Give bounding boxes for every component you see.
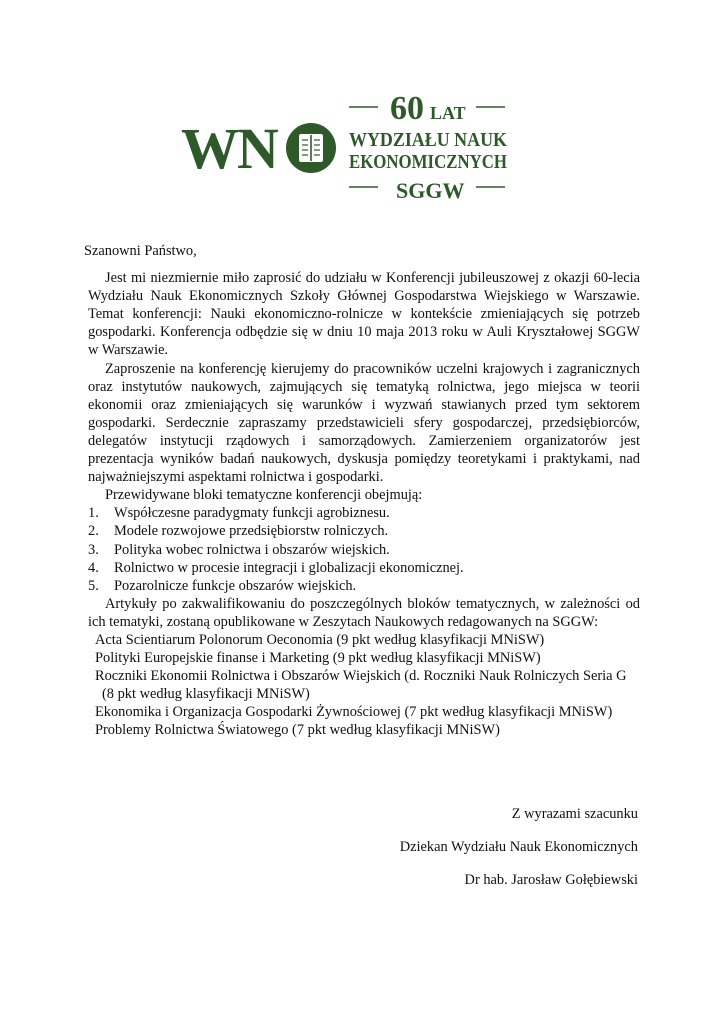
journal-item: Ekonomika i Organizacja Gospodarki Żywnościowej (7 pkt według klasyfikacji MNiSW) — [95, 704, 613, 721]
thematic-blocks-list — [88, 504, 640, 594]
paragraph-blocks-intro: Przewidywane bloki tematyczne konferencji obejmują: — [105, 487, 423, 504]
paragraph-audience: Zaproszenie na konferencję kierujemy do pracowników uczelni krajowych i zagranicznych oraz instytutów naukowych, zajmujących się tematyką rolnictwa, jego miejsca w teorii ekonomii oraz zmieniających się warunków i wyzwań stawianych przed tym sektorem gospodarki. Serdecznie zapraszamy przedstawicieli sfery gospodarczej, przedsiębiorców, delegatów instytucji rządowych i samorządowych. Zamierzeniem organizatorów jest prezentacja wyników badań naukowych, dyskusja pomiędzy teoretykami i praktykami, nad najważniejszymi aspektami rolnictwa i gospodarki. — [88, 360, 640, 486]
journal-item: Polityki Europejskie finanse i Marketing (9 pkt według klasyfikacji MNiSW) — [95, 650, 541, 667]
journals-list — [88, 631, 640, 740]
faculty-logo-graphic — [181, 88, 511, 204]
signatory-name: Dr hab. Jarosław Gołębiewski — [464, 872, 638, 888]
paragraph-publications: Artykuły po zakwalifikowaniu do poszczególnych bloków tematycznych, w zależności od ich tematyki, zostaną opublikowane w Zeszytach Naukowych redagowanych na SGGW: — [88, 595, 640, 630]
list-item-text: Polityka wobec rolnictwa i obszarów wiejskich. — [114, 541, 390, 558]
logo-years-word: LAT — [430, 103, 466, 123]
list-item — [88, 504, 640, 522]
list-item — [88, 577, 640, 595]
list-item-number: 4. — [88, 559, 99, 576]
list-item — [88, 541, 640, 559]
list-item — [88, 522, 640, 540]
logo-line-1: WYDZIAŁU NAUK — [349, 129, 508, 151]
list-item-number: 3. — [88, 541, 99, 558]
paragraph-invitation: Jest mi niezmiernie miło zaprosić do udziału w Konferencji jubileuszowej z okazji 60-lecia Wydziału Nauk Ekonomicznych Szkoły Głównej Gospodarstwa Wiejskiego w Warszawie. Temat konferencji: Nauki ekonomiczno-rolnicze w kontekście zmieniających się potrzeb gospodarki. Konferencja odbędzie się w dniu 10 maja 2013 roku w Auli Kryształowej SGGW w Warszawie. — [88, 270, 640, 359]
list-item-text: Rolnictwo w procesie integracji i globalizacji ekonomicznej. — [114, 559, 464, 576]
list-item-number: 2. — [88, 523, 99, 540]
list-item-text: Pozarolnicze funkcje obszarów wiejskich. — [114, 577, 357, 594]
signatory-position: Dziekan Wydziału Nauk Ekonomicznych — [399, 839, 638, 855]
greeting: Szanowni Państwo, — [84, 243, 197, 259]
list-item-text: Modele rozwojowe przedsiębiorstw rolniczych. — [114, 523, 389, 540]
logo-line-3: SGGW — [396, 178, 465, 203]
logo-mark-text: WN — [181, 116, 277, 181]
logo-line-2: EKONOMICZNYCH — [349, 151, 508, 173]
signature-block — [400, 805, 638, 904]
list-item-number: 1. — [88, 505, 99, 522]
list-item — [88, 559, 640, 577]
list-item-text: Współczesne paradygmaty funkcji agrobiznesu. — [114, 505, 390, 522]
list-item-number: 5. — [88, 577, 99, 594]
logo-years: 60 — [390, 90, 424, 127]
letter-body — [84, 242, 640, 740]
closing-regards: Z wyrazami szacunku — [511, 806, 638, 822]
journal-item: Roczniki Ekonomii Rolnictwa i Obszarów Wiejskich (d. Roczniki Nauk Rolniczych Seria G (8 pkt według klasyfikacji MNiSW) — [95, 668, 627, 703]
faculty-logo — [181, 88, 511, 204]
book-emblem-icon — [286, 123, 336, 173]
journal-item: Acta Scientiarum Polonorum Oeconomia (9 pkt według klasyfikacji MNiSW) — [95, 631, 545, 648]
journal-item: Problemy Rolnictwa Światowego (7 pkt według klasyfikacji MNiSW) — [95, 722, 500, 739]
